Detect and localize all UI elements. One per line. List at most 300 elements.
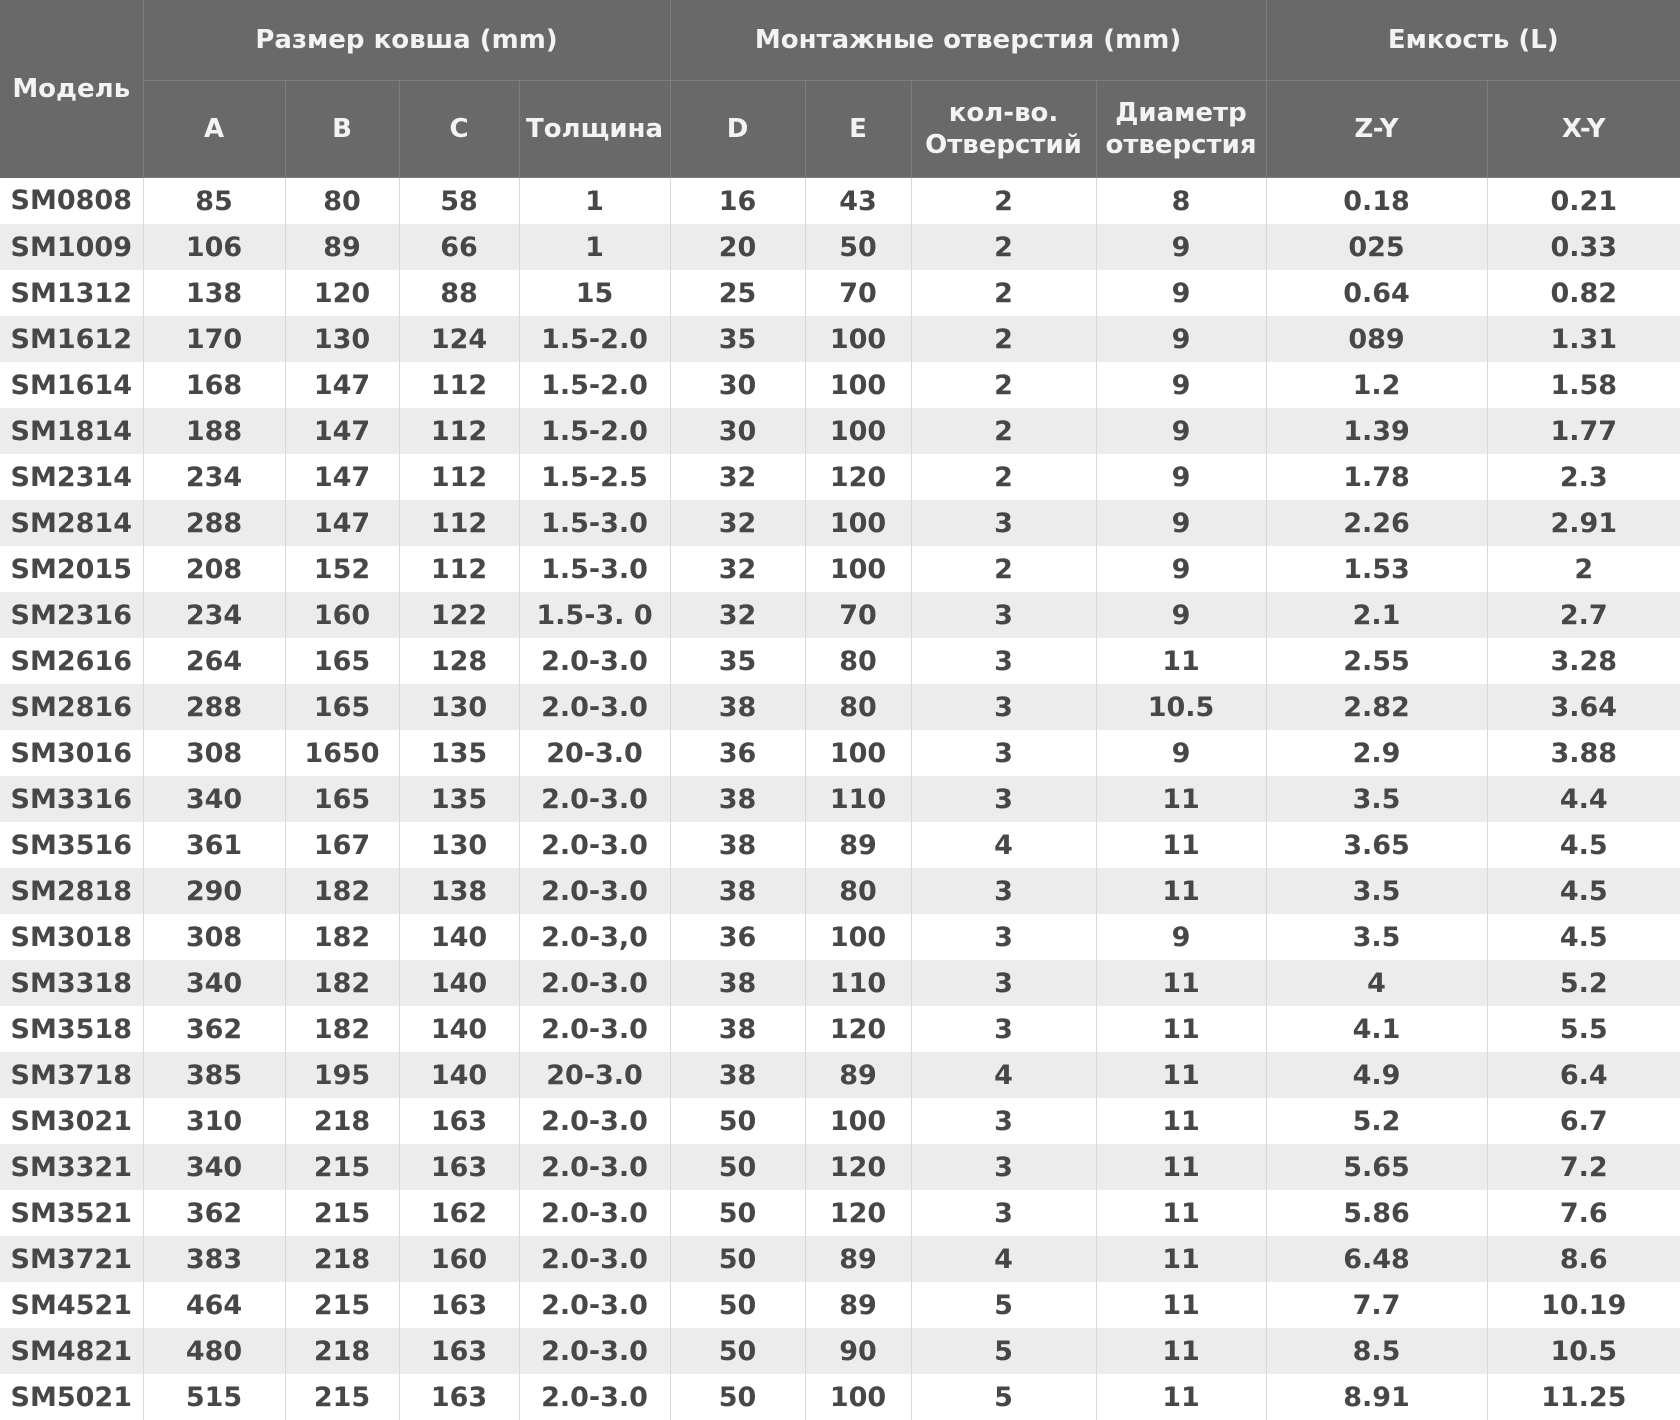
header-col-zy: Z-Y (1266, 81, 1487, 178)
cell-c: 112 (399, 362, 519, 408)
cell-capacity-xy: 8.6 (1487, 1236, 1680, 1282)
cell-d: 50 (670, 1374, 805, 1420)
cell-hole-diameter: 9 (1096, 362, 1266, 408)
cell-hole-count: 3 (911, 592, 1096, 638)
cell-e: 100 (805, 730, 911, 776)
cell-model: SM3718 (0, 1052, 143, 1098)
cell-capacity-zy: 2.26 (1266, 500, 1487, 546)
cell-b: 165 (285, 776, 399, 822)
cell-d: 20 (670, 224, 805, 270)
cell-b: 147 (285, 454, 399, 500)
header-sub-row (0, 81, 1680, 178)
cell-hole-count: 4 (911, 822, 1096, 868)
cell-b: 215 (285, 1190, 399, 1236)
cell-e: 89 (805, 1052, 911, 1098)
header-col-a: A (143, 81, 285, 178)
cell-capacity-xy: 4.5 (1487, 868, 1680, 914)
cell-a: 515 (143, 1374, 285, 1420)
cell-a: 480 (143, 1328, 285, 1374)
cell-b: 182 (285, 868, 399, 914)
cell-c: 130 (399, 684, 519, 730)
cell-capacity-zy: 1.2 (1266, 362, 1487, 408)
cell-capacity-zy: 089 (1266, 316, 1487, 362)
cell-capacity-zy: 5.86 (1266, 1190, 1487, 1236)
cell-capacity-zy: 7.7 (1266, 1282, 1487, 1328)
cell-hole-count: 3 (911, 1190, 1096, 1236)
cell-d: 32 (670, 454, 805, 500)
cell-hole-diameter: 11 (1096, 1144, 1266, 1190)
cell-c: 138 (399, 868, 519, 914)
cell-e: 70 (805, 270, 911, 316)
cell-c: 128 (399, 638, 519, 684)
cell-hole-count: 3 (911, 960, 1096, 1006)
cell-hole-diameter: 9 (1096, 500, 1266, 546)
cell-a: 385 (143, 1052, 285, 1098)
cell-hole-count: 3 (911, 868, 1096, 914)
cell-e: 100 (805, 500, 911, 546)
cell-thickness: 2.0-3.0 (519, 1236, 670, 1282)
cell-e: 90 (805, 1328, 911, 1374)
cell-hole-count: 3 (911, 776, 1096, 822)
cell-capacity-zy: 8.91 (1266, 1374, 1487, 1420)
cell-thickness: 2.0-3.0 (519, 1374, 670, 1420)
cell-capacity-zy: 0.18 (1266, 178, 1487, 225)
cell-d: 50 (670, 1282, 805, 1328)
table-row (0, 1328, 1680, 1374)
table-row (0, 1282, 1680, 1328)
cell-b: 1650 (285, 730, 399, 776)
cell-b: 182 (285, 960, 399, 1006)
cell-model: SM2818 (0, 868, 143, 914)
cell-model: SM1612 (0, 316, 143, 362)
cell-c: 112 (399, 454, 519, 500)
cell-model: SM3321 (0, 1144, 143, 1190)
cell-capacity-xy: 2 (1487, 546, 1680, 592)
cell-thickness: 2.0-3.0 (519, 868, 670, 914)
cell-a: 340 (143, 1144, 285, 1190)
header-col-c: C (399, 81, 519, 178)
cell-a: 340 (143, 776, 285, 822)
cell-hole-diameter: 11 (1096, 1282, 1266, 1328)
cell-hole-diameter: 11 (1096, 822, 1266, 868)
cell-a: 383 (143, 1236, 285, 1282)
cell-hole-diameter: 11 (1096, 1236, 1266, 1282)
cell-hole-count: 2 (911, 408, 1096, 454)
cell-hole-count: 3 (911, 1144, 1096, 1190)
cell-hole-count: 2 (911, 178, 1096, 225)
cell-e: 100 (805, 362, 911, 408)
cell-hole-count: 4 (911, 1052, 1096, 1098)
cell-model: SM3516 (0, 822, 143, 868)
cell-model: SM1814 (0, 408, 143, 454)
cell-e: 89 (805, 1282, 911, 1328)
table-header (0, 0, 1680, 178)
cell-capacity-xy: 4.4 (1487, 776, 1680, 822)
cell-hole-diameter: 11 (1096, 1328, 1266, 1374)
table-row (0, 1006, 1680, 1052)
cell-a: 290 (143, 868, 285, 914)
cell-thickness: 1.5-2.0 (519, 316, 670, 362)
cell-model: SM3318 (0, 960, 143, 1006)
cell-b: 215 (285, 1282, 399, 1328)
cell-hole-diameter: 11 (1096, 1006, 1266, 1052)
cell-b: 160 (285, 592, 399, 638)
cell-b: 182 (285, 914, 399, 960)
cell-thickness: 2.0-3.0 (519, 776, 670, 822)
header-group-row (0, 0, 1680, 81)
table-row (0, 316, 1680, 362)
cell-capacity-xy: 4.5 (1487, 822, 1680, 868)
cell-capacity-xy: 2.7 (1487, 592, 1680, 638)
cell-thickness: 15 (519, 270, 670, 316)
cell-b: 167 (285, 822, 399, 868)
cell-d: 50 (670, 1190, 805, 1236)
cell-b: 165 (285, 638, 399, 684)
cell-thickness: 2.0-3.0 (519, 960, 670, 1006)
table-row (0, 178, 1680, 225)
cell-c: 112 (399, 546, 519, 592)
cell-e: 100 (805, 1374, 911, 1420)
cell-capacity-xy: 1.58 (1487, 362, 1680, 408)
cell-e: 100 (805, 1098, 911, 1144)
cell-d: 50 (670, 1236, 805, 1282)
cell-c: 160 (399, 1236, 519, 1282)
cell-capacity-zy: 3.5 (1266, 868, 1487, 914)
header-col-b: B (285, 81, 399, 178)
cell-thickness: 2.0-3.0 (519, 822, 670, 868)
cell-model: SM1312 (0, 270, 143, 316)
cell-thickness: 20-3.0 (519, 1052, 670, 1098)
cell-model: SM2015 (0, 546, 143, 592)
cell-e: 120 (805, 1144, 911, 1190)
cell-hole-diameter: 11 (1096, 638, 1266, 684)
cell-d: 38 (670, 822, 805, 868)
cell-capacity-xy: 5.5 (1487, 1006, 1680, 1052)
cell-hole-count: 3 (911, 500, 1096, 546)
cell-a: 288 (143, 684, 285, 730)
cell-capacity-zy: 0.64 (1266, 270, 1487, 316)
cell-hole-count: 3 (911, 730, 1096, 776)
cell-thickness: 1.5-2.5 (519, 454, 670, 500)
cell-capacity-zy: 1.78 (1266, 454, 1487, 500)
cell-hole-count: 3 (911, 684, 1096, 730)
cell-c: 162 (399, 1190, 519, 1236)
cell-model: SM4821 (0, 1328, 143, 1374)
cell-capacity-xy: 0.33 (1487, 224, 1680, 270)
cell-e: 89 (805, 822, 911, 868)
header-col-d: D (670, 81, 805, 178)
cell-hole-diameter: 9 (1096, 270, 1266, 316)
cell-capacity-zy: 4.1 (1266, 1006, 1487, 1052)
cell-d: 25 (670, 270, 805, 316)
cell-hole-diameter: 11 (1096, 1052, 1266, 1098)
cell-c: 88 (399, 270, 519, 316)
cell-b: 165 (285, 684, 399, 730)
cell-e: 100 (805, 914, 911, 960)
cell-d: 35 (670, 638, 805, 684)
cell-b: 147 (285, 408, 399, 454)
table-row (0, 454, 1680, 500)
cell-d: 50 (670, 1098, 805, 1144)
table-body (0, 178, 1680, 1420)
cell-model: SM1009 (0, 224, 143, 270)
cell-c: 140 (399, 1006, 519, 1052)
cell-hole-diameter: 11 (1096, 960, 1266, 1006)
cell-d: 32 (670, 500, 805, 546)
cell-c: 130 (399, 822, 519, 868)
cell-capacity-zy: 3.5 (1266, 914, 1487, 960)
table-row (0, 730, 1680, 776)
cell-thickness: 2.0-3,0 (519, 914, 670, 960)
table-row (0, 914, 1680, 960)
cell-capacity-xy: 5.2 (1487, 960, 1680, 1006)
cell-hole-count: 2 (911, 362, 1096, 408)
cell-hole-diameter: 9 (1096, 454, 1266, 500)
cell-b: 215 (285, 1144, 399, 1190)
header-capacity: Емкость (L) (1266, 0, 1680, 81)
cell-capacity-xy: 2.91 (1487, 500, 1680, 546)
cell-capacity-zy: 025 (1266, 224, 1487, 270)
cell-hole-count: 3 (911, 1098, 1096, 1144)
cell-b: 218 (285, 1098, 399, 1144)
cell-e: 43 (805, 178, 911, 225)
cell-c: 140 (399, 1052, 519, 1098)
cell-a: 288 (143, 500, 285, 546)
cell-thickness: 1.5-2.0 (519, 408, 670, 454)
cell-e: 120 (805, 1190, 911, 1236)
cell-c: 135 (399, 730, 519, 776)
cell-capacity-xy: 6.4 (1487, 1052, 1680, 1098)
cell-c: 163 (399, 1144, 519, 1190)
table-row (0, 776, 1680, 822)
cell-model: SM3518 (0, 1006, 143, 1052)
cell-a: 308 (143, 914, 285, 960)
table-row (0, 592, 1680, 638)
cell-d: 30 (670, 408, 805, 454)
cell-hole-diameter: 9 (1096, 224, 1266, 270)
cell-hole-diameter: 11 (1096, 1098, 1266, 1144)
header-bucket-size: Размер ковша (mm) (143, 0, 670, 81)
cell-thickness: 2.0-3.0 (519, 1006, 670, 1052)
header-col-e: E (805, 81, 911, 178)
cell-thickness: 1.5-2.0 (519, 362, 670, 408)
cell-capacity-zy: 4.9 (1266, 1052, 1487, 1098)
cell-thickness: 2.0-3.0 (519, 684, 670, 730)
cell-e: 80 (805, 638, 911, 684)
cell-a: 361 (143, 822, 285, 868)
cell-capacity-zy: 2.1 (1266, 592, 1487, 638)
cell-capacity-xy: 7.6 (1487, 1190, 1680, 1236)
cell-capacity-zy: 2.82 (1266, 684, 1487, 730)
cell-hole-count: 2 (911, 546, 1096, 592)
cell-d: 38 (670, 776, 805, 822)
cell-e: 100 (805, 546, 911, 592)
table-row (0, 1052, 1680, 1098)
cell-b: 130 (285, 316, 399, 362)
cell-capacity-zy: 4 (1266, 960, 1487, 1006)
cell-e: 120 (805, 1006, 911, 1052)
cell-thickness: 2.0-3.0 (519, 1282, 670, 1328)
cell-hole-diameter: 9 (1096, 914, 1266, 960)
cell-b: 80 (285, 178, 399, 225)
cell-c: 163 (399, 1374, 519, 1420)
cell-e: 80 (805, 684, 911, 730)
cell-capacity-zy: 8.5 (1266, 1328, 1487, 1374)
cell-hole-diameter: 10.5 (1096, 684, 1266, 730)
cell-d: 50 (670, 1144, 805, 1190)
cell-a: 234 (143, 592, 285, 638)
header-hole-diameter-line1: Диаметр (1115, 98, 1247, 128)
cell-capacity-xy: 3.88 (1487, 730, 1680, 776)
cell-capacity-xy: 10.5 (1487, 1328, 1680, 1374)
cell-thickness: 2.0-3.0 (519, 638, 670, 684)
cell-capacity-zy: 3.5 (1266, 776, 1487, 822)
header-col-hole-diameter (1096, 81, 1266, 178)
cell-c: 163 (399, 1328, 519, 1374)
cell-d: 36 (670, 730, 805, 776)
cell-a: 85 (143, 178, 285, 225)
cell-model: SM3721 (0, 1236, 143, 1282)
cell-capacity-xy: 2.3 (1487, 454, 1680, 500)
cell-a: 168 (143, 362, 285, 408)
cell-hole-count: 5 (911, 1282, 1096, 1328)
cell-c: 122 (399, 592, 519, 638)
cell-model: SM2316 (0, 592, 143, 638)
cell-hole-diameter: 11 (1096, 868, 1266, 914)
cell-a: 208 (143, 546, 285, 592)
cell-d: 38 (670, 868, 805, 914)
cell-hole-diameter: 8 (1096, 178, 1266, 225)
table-row (0, 1236, 1680, 1282)
cell-model: SM3016 (0, 730, 143, 776)
cell-model: SM3018 (0, 914, 143, 960)
cell-d: 38 (670, 960, 805, 1006)
cell-hole-count: 2 (911, 224, 1096, 270)
header-mounting-holes: Монтажные отверстия (mm) (670, 0, 1266, 81)
cell-capacity-xy: 3.64 (1487, 684, 1680, 730)
cell-thickness: 2.0-3.0 (519, 1190, 670, 1236)
cell-model: SM2314 (0, 454, 143, 500)
cell-model: SM2816 (0, 684, 143, 730)
cell-capacity-zy: 5.2 (1266, 1098, 1487, 1144)
cell-c: 58 (399, 178, 519, 225)
cell-capacity-xy: 0.21 (1487, 178, 1680, 225)
cell-a: 362 (143, 1190, 285, 1236)
cell-c: 163 (399, 1282, 519, 1328)
cell-a: 170 (143, 316, 285, 362)
cell-capacity-zy: 5.65 (1266, 1144, 1487, 1190)
cell-capacity-xy: 11.25 (1487, 1374, 1680, 1420)
cell-hole-count: 4 (911, 1236, 1096, 1282)
cell-hole-count: 2 (911, 270, 1096, 316)
table-row (0, 546, 1680, 592)
cell-hole-diameter: 11 (1096, 1190, 1266, 1236)
cell-thickness: 2.0-3.0 (519, 1098, 670, 1144)
cell-e: 100 (805, 316, 911, 362)
cell-capacity-zy: 2.55 (1266, 638, 1487, 684)
cell-hole-count: 3 (911, 1006, 1096, 1052)
cell-a: 138 (143, 270, 285, 316)
header-col-xy: X-Y (1487, 81, 1680, 178)
cell-hole-count: 5 (911, 1374, 1096, 1420)
cell-thickness: 1.5-3.0 (519, 546, 670, 592)
cell-hole-count: 3 (911, 638, 1096, 684)
cell-capacity-xy: 10.19 (1487, 1282, 1680, 1328)
cell-model: SM1614 (0, 362, 143, 408)
cell-model: SM3316 (0, 776, 143, 822)
cell-capacity-zy: 6.48 (1266, 1236, 1487, 1282)
cell-d: 32 (670, 546, 805, 592)
table-row (0, 960, 1680, 1006)
cell-b: 218 (285, 1236, 399, 1282)
table-row (0, 500, 1680, 546)
cell-b: 218 (285, 1328, 399, 1374)
cell-a: 264 (143, 638, 285, 684)
cell-hole-diameter: 9 (1096, 408, 1266, 454)
cell-hole-diameter: 9 (1096, 546, 1266, 592)
table-row (0, 270, 1680, 316)
cell-hole-diameter: 9 (1096, 730, 1266, 776)
cell-e: 100 (805, 408, 911, 454)
cell-d: 38 (670, 1006, 805, 1052)
cell-capacity-xy: 7.2 (1487, 1144, 1680, 1190)
cell-e: 89 (805, 1236, 911, 1282)
cell-c: 163 (399, 1098, 519, 1144)
cell-d: 38 (670, 1052, 805, 1098)
cell-capacity-xy: 3.28 (1487, 638, 1680, 684)
cell-thickness: 1.5-3. 0 (519, 592, 670, 638)
cell-thickness: 20-3.0 (519, 730, 670, 776)
cell-a: 234 (143, 454, 285, 500)
cell-c: 112 (399, 500, 519, 546)
cell-b: 215 (285, 1374, 399, 1420)
cell-c: 140 (399, 914, 519, 960)
cell-capacity-zy: 2.9 (1266, 730, 1487, 776)
cell-hole-count: 3 (911, 914, 1096, 960)
cell-b: 89 (285, 224, 399, 270)
cell-a: 464 (143, 1282, 285, 1328)
cell-capacity-xy: 0.82 (1487, 270, 1680, 316)
table-row (0, 224, 1680, 270)
table-row (0, 1190, 1680, 1236)
cell-capacity-zy: 1.53 (1266, 546, 1487, 592)
cell-e: 80 (805, 868, 911, 914)
cell-model: SM5021 (0, 1374, 143, 1420)
header-col-thickness: Толщина (519, 81, 670, 178)
cell-thickness: 1.5-3.0 (519, 500, 670, 546)
cell-capacity-xy: 6.7 (1487, 1098, 1680, 1144)
cell-b: 147 (285, 500, 399, 546)
table-row (0, 1098, 1680, 1144)
cell-c: 112 (399, 408, 519, 454)
cell-b: 182 (285, 1006, 399, 1052)
cell-c: 135 (399, 776, 519, 822)
cell-a: 340 (143, 960, 285, 1006)
cell-e: 70 (805, 592, 911, 638)
cell-b: 152 (285, 546, 399, 592)
cell-e: 110 (805, 776, 911, 822)
table-row (0, 638, 1680, 684)
cell-e: 50 (805, 224, 911, 270)
cell-hole-diameter: 9 (1096, 316, 1266, 362)
cell-thickness: 1 (519, 178, 670, 225)
cell-e: 110 (805, 960, 911, 1006)
header-hole-count-line1: кол-во. (949, 98, 1059, 128)
cell-c: 66 (399, 224, 519, 270)
cell-a: 310 (143, 1098, 285, 1144)
table-row (0, 1144, 1680, 1190)
cell-d: 32 (670, 592, 805, 638)
